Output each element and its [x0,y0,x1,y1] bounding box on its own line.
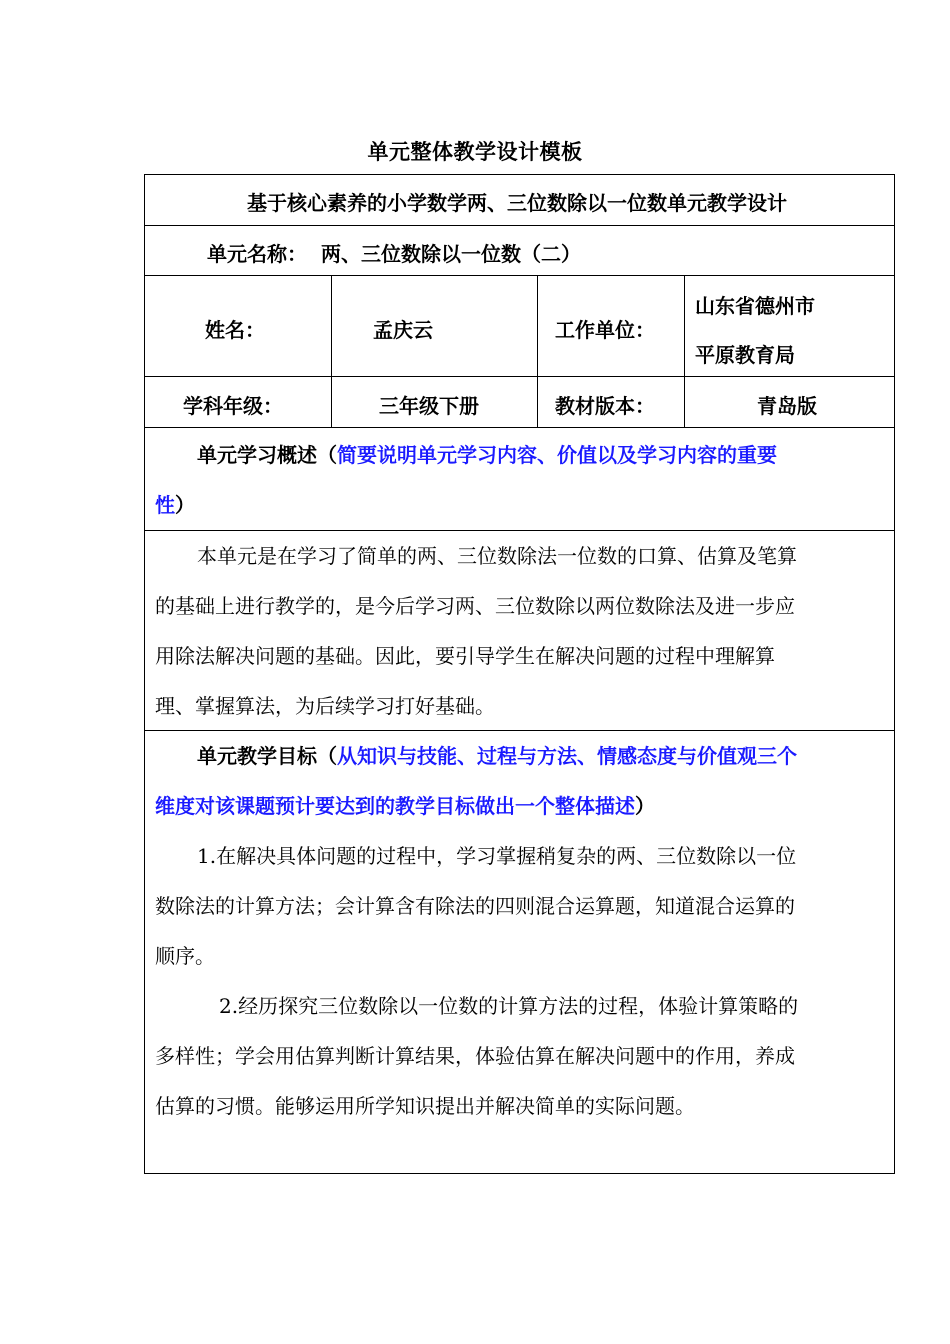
edition-value: 青岛版 [757,394,817,418]
design-table [144,174,895,1174]
row-unit-name [145,226,894,276]
unit-name-value: 两、三位数除以一位数（二） [321,242,581,266]
row-overview-heading [145,428,894,531]
goal2-line: 多样性；学会用估算判断计算结果，体验估算在解决问题中的作用，养成 [155,1044,795,1068]
overview-body-line: 的基础上进行教学的，是今后学习两、三位数除以两位数除法及进一步应 [155,594,795,618]
name-value: 孟庆云 [373,318,433,342]
goal1-line: 数除法的计算方法；会计算含有除法的四则混合运算题，知道混合运算的 [155,894,795,918]
work-unit-label: 工作单位： [555,318,655,342]
overview-body-line: 本单元是在学习了简单的两、三位数除法一位数的口算、估算及笔算 [197,544,797,568]
objectives-heading-line1: 单元教学目标（从知识与技能、过程与方法、情感态度与价值观三个 [197,744,797,768]
goal1-line: 顺序。 [155,944,215,968]
unit-name-label: 单元名称： [207,242,307,266]
work-unit-value-line2: 平原教育局 [695,343,795,367]
overview-heading-line2: 性） [155,493,195,517]
overview-heading: 单元学习概述 [197,443,317,467]
row-overview-body [145,531,894,731]
grade-value: 三年级下册 [379,394,479,418]
grade-label: 学科年级： [183,394,283,418]
overview-hint: 简要说明单元学习内容、价值以及学习内容的重要 [337,443,777,467]
name-label: 姓名： [205,318,265,342]
work-unit-value-line1: 山东省德州市 [695,294,815,318]
document-title: 单元整体教学设计模板 [367,139,583,164]
row-grade-edition [145,377,894,428]
objectives-heading: 单元教学目标 [197,744,317,768]
overview-heading-line1: 单元学习概述（简要说明单元学习内容、价值以及学习内容的重要 [197,443,777,467]
overview-body-line: 理、掌握算法，为后续学习打好基础。 [155,694,495,718]
edition-label: 教材版本： [555,394,655,418]
row-author-info [145,276,894,377]
design-title: 基于核心素养的小学数学两、三位数除以一位数单元教学设计 [247,191,787,215]
goal2-line: 估算的习惯。能够运用所学知识提出并解决简单的实际问题。 [155,1094,695,1118]
overview-body-line: 用除法解决问题的基础。因此，要引导学生在解决问题的过程中理解算 [155,644,775,668]
row-design-title [145,175,894,226]
goal2-line: 2.经历探究三位数除以一位数的计算方法的过程，体验计算策略的 [219,994,799,1018]
row-objectives [145,731,894,1173]
objectives-heading-line2: 维度对该课题预计要达到的教学目标做出一个整体描述） [155,794,655,818]
goal1-line: 1.在解决具体问题的过程中，学习掌握稍复杂的两、三位数除以一位 [197,844,797,868]
objectives-hint: 从知识与技能、过程与方法、情感态度与价值观三个 [337,744,797,768]
